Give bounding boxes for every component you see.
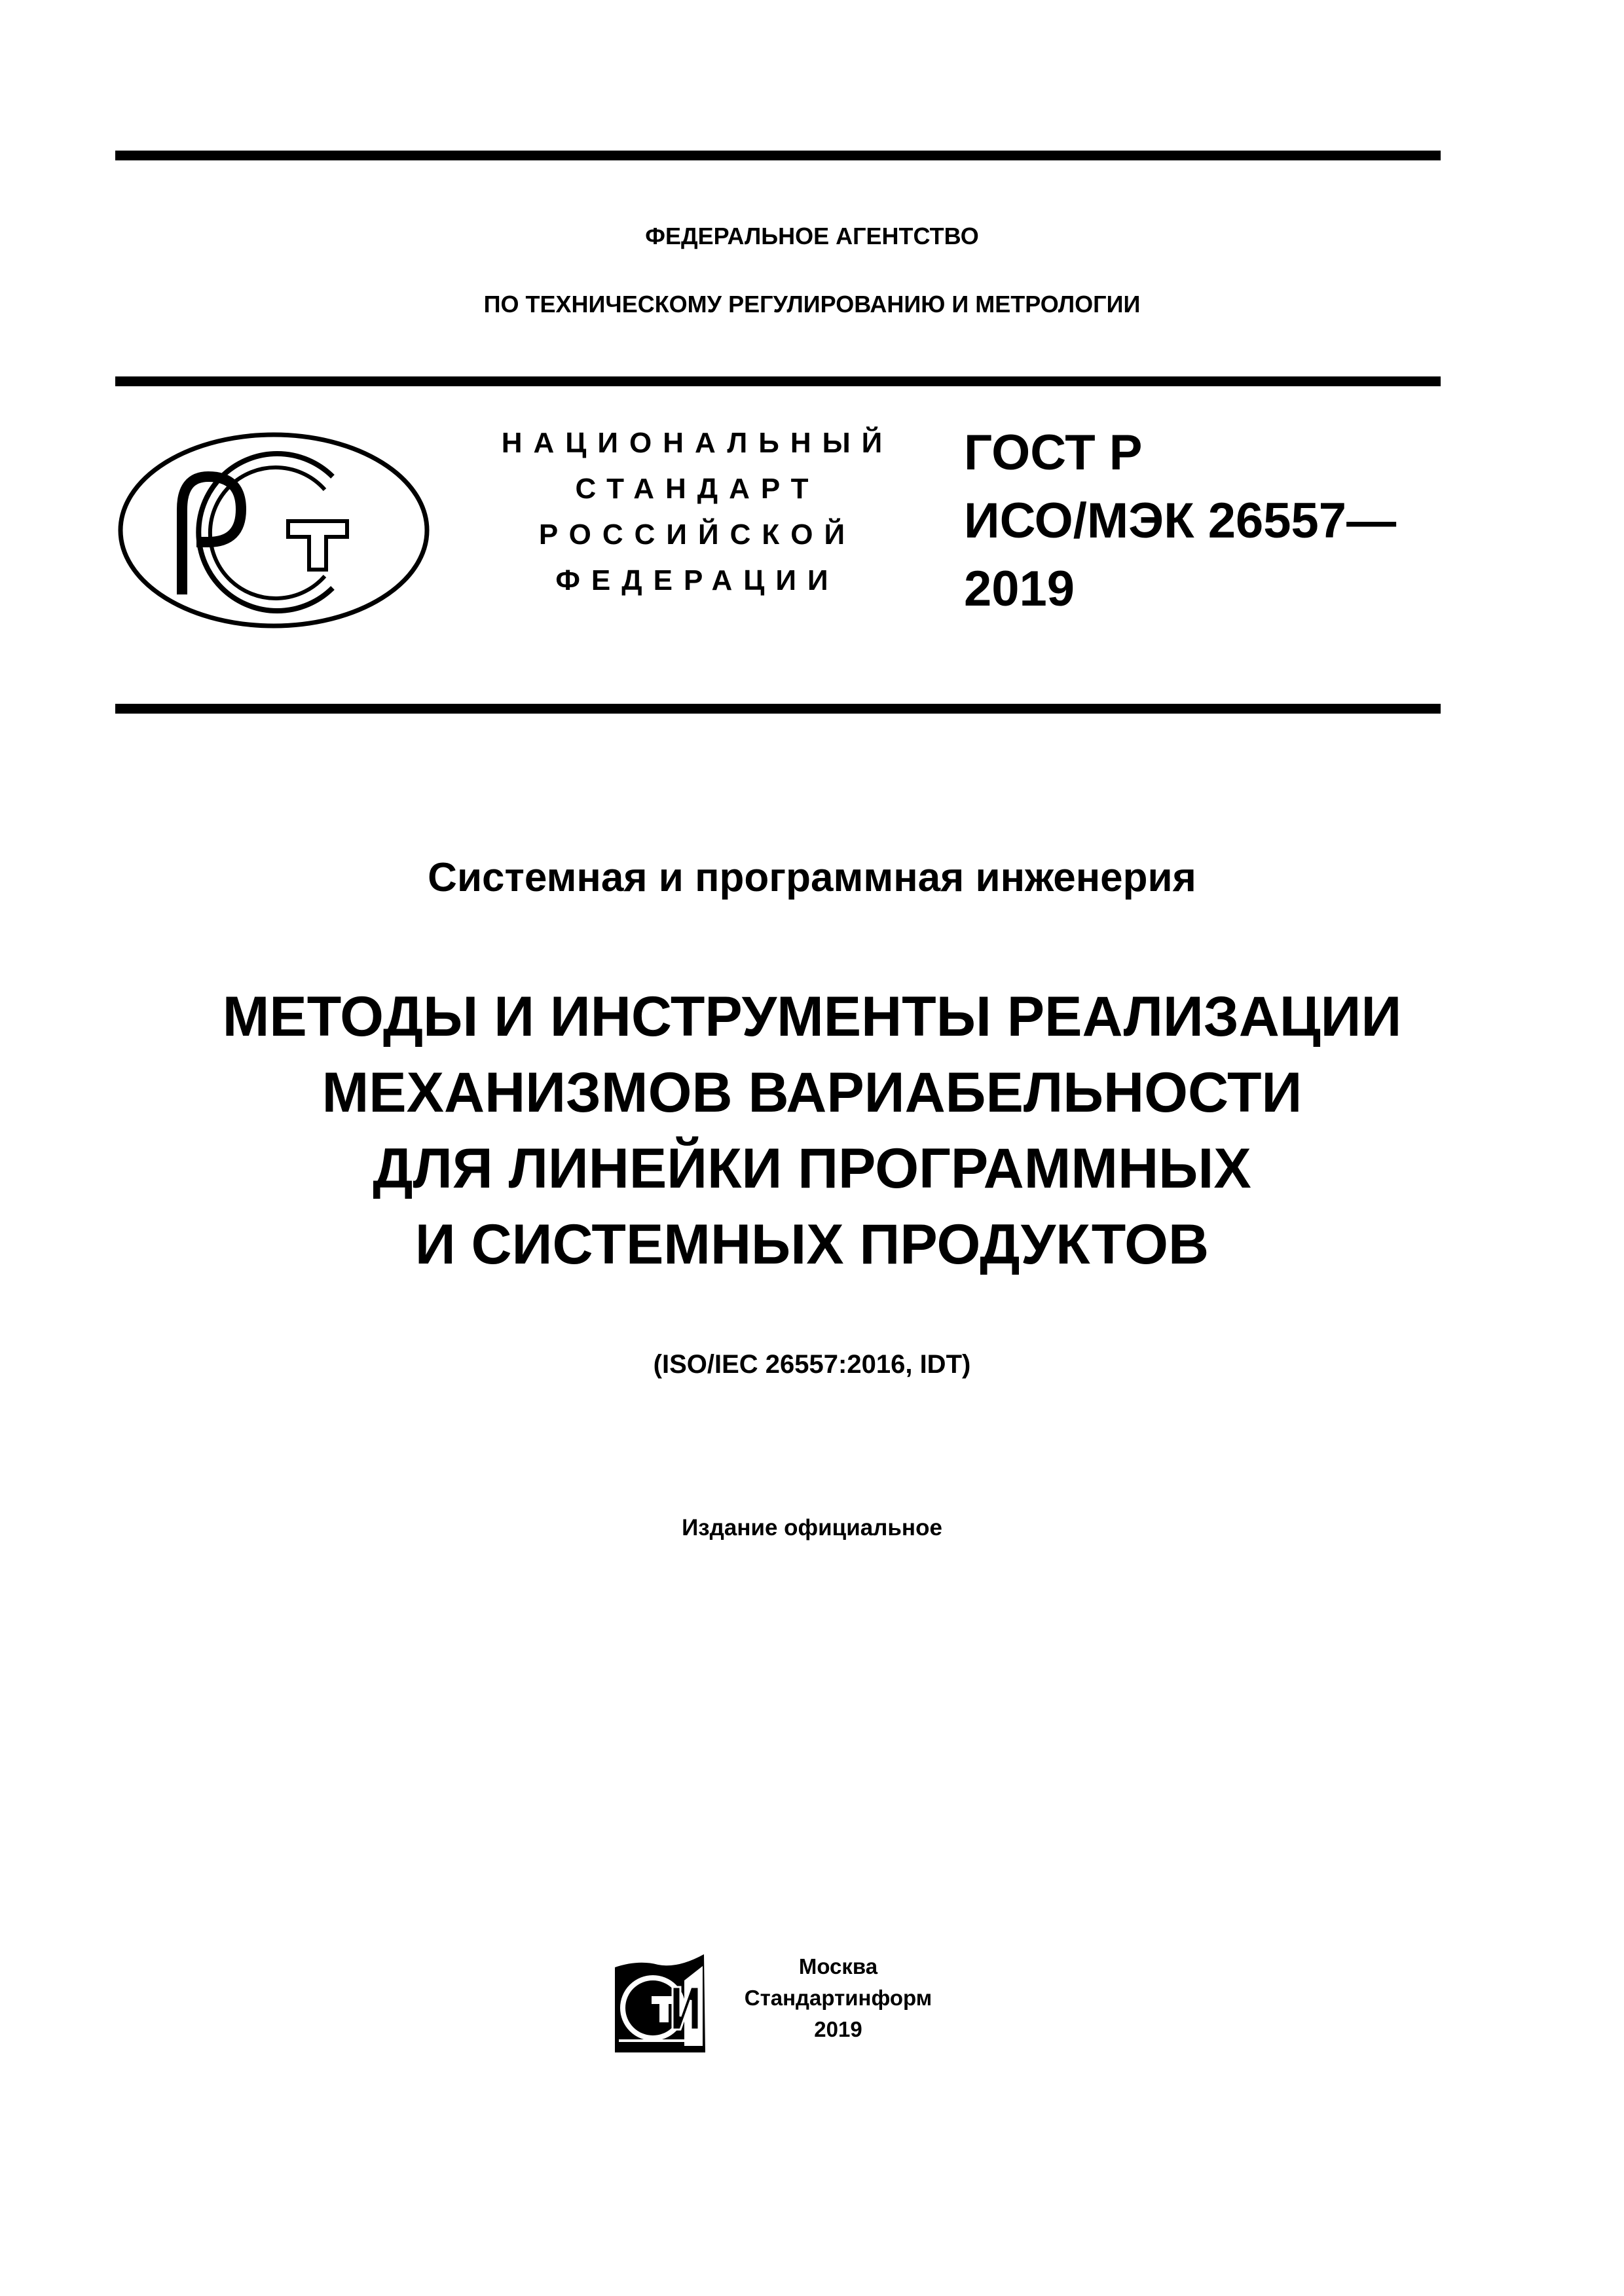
publisher-info [740,1951,936,2045]
block-rule [115,704,1441,714]
publisher-name: Стандартинформ [744,1986,932,2010]
document-subtitle: Системная и программная инженерия [428,855,1196,900]
agency-line-1: ФЕДЕРАЛЬНОЕ АГЕНТСТВО [645,223,979,249]
national-line: ФЕДЕРАЦИИ [555,564,840,596]
national-line: РОССИЙСКОЙ [538,519,857,551]
designation-line: ГОСТ Р [964,425,1143,481]
designation-line: ИСО/МЭК 26557— [964,493,1397,549]
publisher-city: Москва [798,1954,878,1978]
equivalence-note: (ISO/IEC 26557:2016, IDT) [653,1350,971,1379]
header-rule [115,376,1441,386]
agency-line-2: ПО ТЕХНИЧЕСКОМУ РЕГУЛИРОВАНИЮ И МЕТРОЛОГИИ [483,291,1141,318]
gost-logo [117,431,431,630]
designation-line: 2019 [964,561,1075,617]
title-line: ДЛЯ ЛИНЕЙКИ ПРОГРАММНЫХ [373,1137,1251,1200]
national-line: НАЦИОНАЛЬНЫЙ [501,427,894,459]
standard-designation [964,419,1396,623]
title-line: МЕХАНИЗМОВ ВАРИАБЕЛЬНОСТИ [322,1061,1302,1124]
publisher-logo [612,1954,707,2052]
top-rule [115,151,1441,160]
national-standard-label [485,420,910,604]
edition-note: Издание официальное [682,1515,942,1540]
document-title [0,979,1624,1283]
publisher-year: 2019 [814,2017,862,2041]
national-line: СТАНДАРТ [575,473,820,505]
title-line: МЕТОДЫ И ИНСТРУМЕНТЫ РЕАЛИЗАЦИИ [222,985,1402,1048]
title-line: И СИСТЕМНЫХ ПРОДУКТОВ [415,1213,1209,1276]
